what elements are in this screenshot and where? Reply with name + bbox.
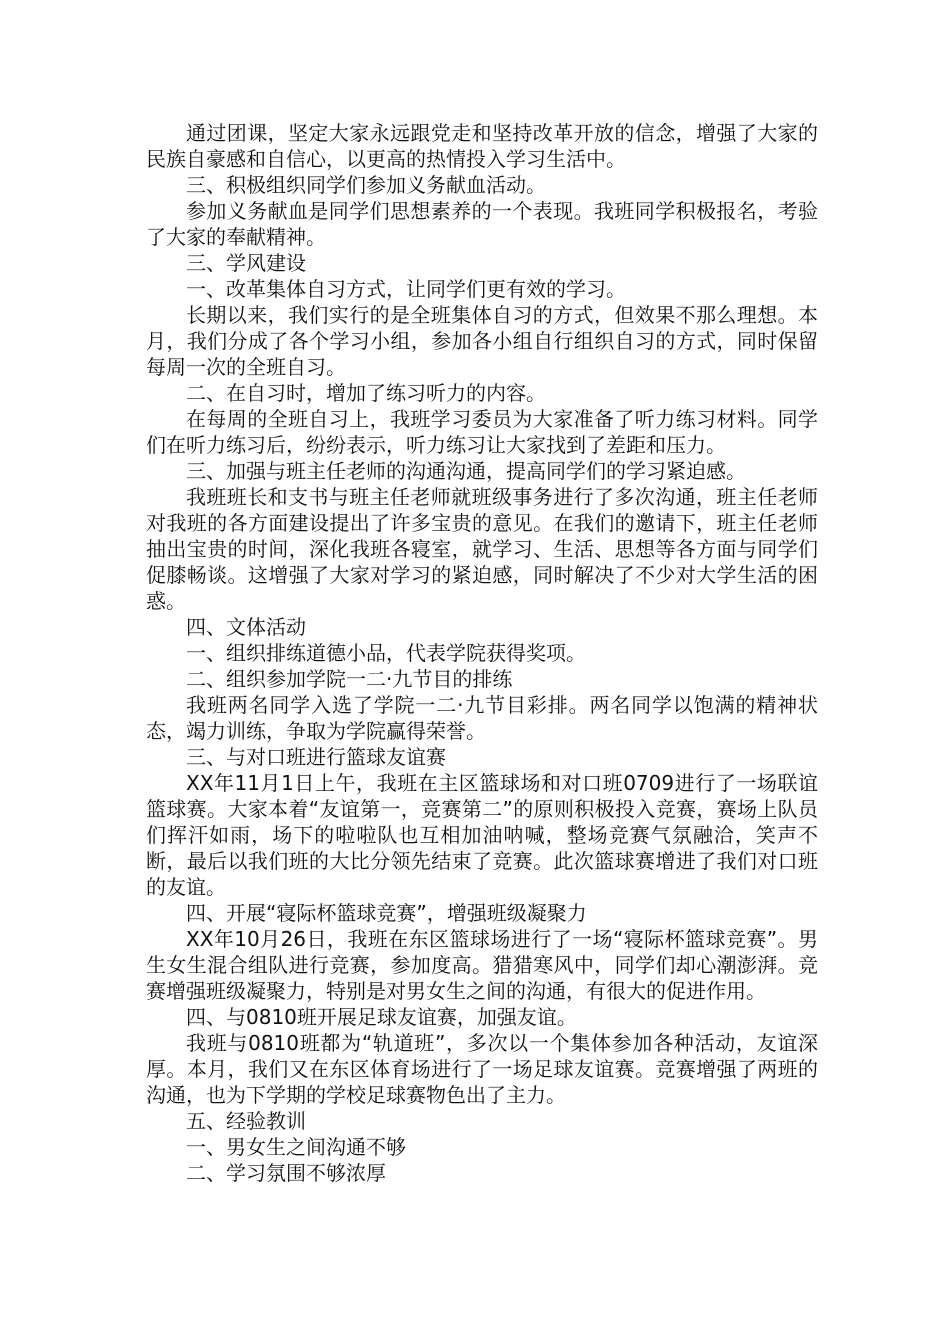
paragraph-self-study-reform: 长期以来，我们实行的是全班集体自习的方式，但效果不那么理想。本月，我们分成了各个学习小组，参加各小组自行组织自习的方式，同时保留每周一次的全班自习。	[146, 303, 818, 379]
paragraph-blood-donation: 参加义务献血是同学们思想素养的一个表现。我班同学积极报名，考验了大家的奉献精神。	[146, 199, 818, 249]
heading-basketball-friendly: 三、与对口班进行篮球友谊赛	[186, 745, 446, 769]
lesson-item-study-atmosphere: 二、学习氛围不够浓厚	[186, 1161, 386, 1185]
heading-dec9-program: 二、组织参加学院一二·九节目的排练	[186, 667, 513, 691]
paragraph-football-friendly: 我班与0810班都为“轨道班”，多次以一个集体参加各种活动，友谊深厚。本月，我们又在东区体育场进行了一场足球友谊赛。竞赛增强了两班的沟通，也为下学期的学校足球赛物色出了主力。	[146, 1031, 818, 1107]
heading-blood-donation: 三、积极组织同学们参加义务献血活动。	[186, 173, 546, 197]
paragraph-basketball-friendly: XX年11月1日上午，我班在主区篮球场和对口班0709进行了一场联谊篮球赛。大家本着“友谊第一，竞赛第二”的原则积极投入竞赛，赛场上队员们挥汗如雨，场下的啦啦队也互相加油呐喊，整场竞赛气氛融洽，笑声不断，最后以我们班的大比分领先结束了竞赛。此次篮球赛增进了我们对口班的友谊。	[146, 771, 818, 899]
paragraph-dec9-program: 我班两名同学入选了学院一二·九节目彩排。两名同学以饱满的精神状态，竭力训练，争取为学院赢得荣誉。	[146, 693, 818, 743]
heading-self-study-reform: 一、改革集体自习方式，让同学们更有效的学习。	[186, 277, 626, 301]
heading-football-friendly: 四、与0810班开展足球友谊赛，加强友谊。	[186, 1005, 577, 1029]
paragraph-dorm-cup: XX年10月26日，我班在东区篮球场进行了一场“寝际杯篮球竞赛”。男生女生混合组队进行竞赛，参加度高。猎猎寒风中，同学们却心潮澎湃。竞赛增强班级凝聚力，特别是对男女生之间的沟通，有很大的促进作用。	[146, 927, 818, 1003]
heading-listening-practice: 二、在自习时，增加了练习听力的内容。	[186, 381, 546, 405]
paragraph-teacher-communication: 我班班长和支书与班主任老师就班级事务进行了多次沟通，班主任老师对我班的各方面建设提出了许多宝贵的意见。在我们的邀请下，班主任老师抽出宝贵的时间，深化我班各寝室，就学习、生活、思想等各方面与同学们促膝畅谈。这增强了大家对学习的紧迫感，同时解决了不少对大学生活的困惑。	[146, 485, 818, 613]
document-body	[146, 120, 818, 1186]
heading-study-style: 三、学风建设	[186, 251, 306, 275]
heading-dorm-cup: 四、开展“寝际杯篮球竞赛”，增强班级凝聚力	[186, 901, 587, 925]
heading-ethics-sketch: 一、组织排练道德小品，代表学院获得奖项。	[186, 641, 586, 665]
paragraph-unity-belief: 通过团课，坚定大家永远跟党走和坚持改革开放的信念，增强了大家的民族自豪感和自信心，以更高的热情投入学习生活中。	[146, 121, 818, 171]
heading-sports-activities: 四、文体活动	[186, 615, 306, 639]
lesson-item-communication: 一、男女生之间沟通不够	[186, 1135, 406, 1159]
heading-lessons-learned: 五、经验教训	[186, 1109, 306, 1133]
paragraph-listening-practice: 在每周的全班自习上，我班学习委员为大家准备了听力练习材料。同学们在听力练习后，纷纷表示，听力练习让大家找到了差距和压力。	[146, 407, 818, 457]
heading-teacher-communication: 三、加强与班主任老师的沟通沟通，提高同学们的学习紧迫感。	[186, 459, 746, 483]
